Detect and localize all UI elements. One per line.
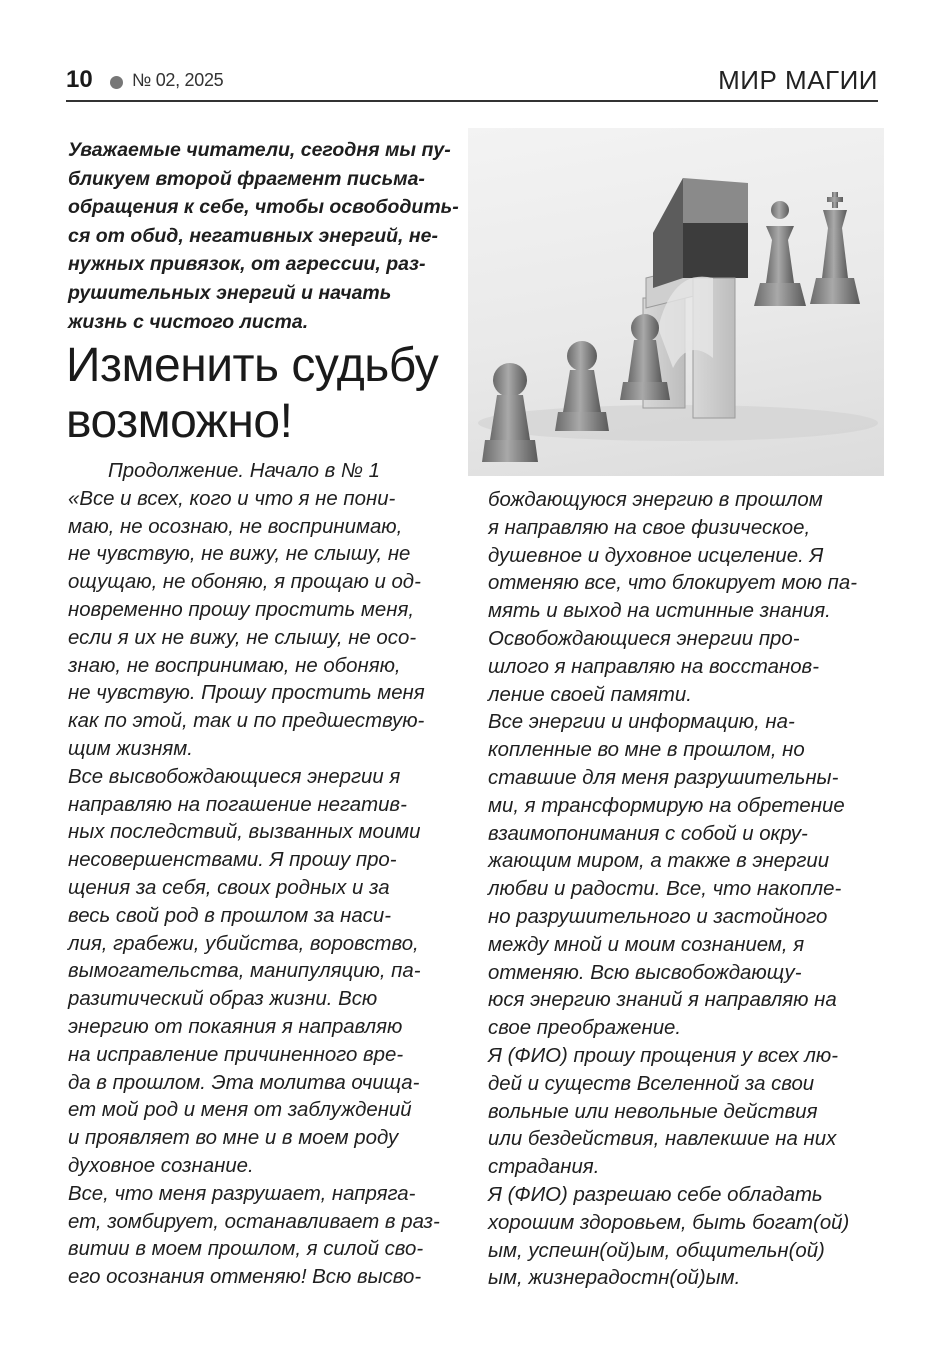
- text-line: юся энергию знаний я направляю на: [488, 989, 837, 1012]
- text-line: между мной и моим сознанием, я: [488, 933, 805, 956]
- text-line: несовершенствами. Я прошу про-: [68, 849, 397, 872]
- text-line: ет, зомбирует, останавливает в раз-: [68, 1210, 440, 1233]
- headline-line: Изменить судьбу: [66, 339, 439, 392]
- magazine-title: МИР МАГИИ: [718, 65, 878, 95]
- intro-line: жизнь с чистого листа.: [68, 310, 309, 333]
- text-line: щения за себя, своих родных и за: [68, 876, 390, 899]
- text-line: Освобождающиеся энергии про-: [488, 627, 800, 650]
- continuation-note: Продолжение. Начало в № 1: [108, 460, 380, 482]
- text-line: ных последствий, вызванных моими: [68, 821, 421, 844]
- text-line: новременно прошу простить меня,: [68, 598, 415, 621]
- text-line: маю, не осознаю, не воспринимаю,: [68, 515, 403, 538]
- chess-pieces-and-wooden-blocks-photo-icon: [468, 128, 884, 476]
- page-header: [66, 64, 878, 98]
- text-line: как по этой, так и по предшествую-: [68, 710, 425, 733]
- text-line: и проявляет во мне и в моем роду: [68, 1127, 399, 1150]
- header-rule: [66, 100, 878, 102]
- text-line: ление своей памяти.: [488, 683, 692, 706]
- text-line: весь свой род в прошлом за наси-: [68, 904, 392, 927]
- text-line: свое преображение.: [488, 1017, 682, 1040]
- text-line: копленные во мне в прошлом, но: [488, 739, 805, 762]
- text-line: энергию от покаяния я направляю: [68, 1015, 403, 1038]
- text-line: ставшие для меня разрушительны-: [488, 766, 839, 789]
- text-line: не чувствую, не вижу, не слышу, не: [68, 543, 411, 566]
- chess-pieces-photo: [468, 128, 884, 476]
- right-column: [488, 487, 880, 1293]
- intro-line: нужных привязок, от агрессии, раз-: [68, 253, 426, 276]
- intro-lead: [68, 136, 530, 336]
- text-line: ым, жизнерадостн(ой)ым.: [488, 1267, 741, 1290]
- text-line: да в прошлом. Эта молитва очища-: [68, 1071, 420, 1094]
- text-line: страдания.: [488, 1156, 600, 1179]
- intro-line: Уважаемые читатели, сегодня мы пу-: [68, 139, 451, 161]
- text-line: Все высвобождающиеся энергии я: [68, 765, 401, 788]
- intro-line: ся от обид, негативных энергий, не-: [68, 224, 439, 247]
- text-line: лия, грабежи, убийства, воровство,: [68, 932, 419, 955]
- text-line: любви и радости. Все, что накопле-: [488, 878, 842, 901]
- text-line: мять и выход на истинные знания.: [488, 600, 831, 623]
- article-headline: [66, 338, 486, 450]
- text-line: шлого я направляю на восстанов-: [488, 655, 819, 678]
- text-line: вымогательства, манипуляцию, па-: [68, 960, 421, 983]
- headline-line: возможно!: [66, 395, 293, 448]
- text-line: «Все и всех, кого и что я не пони-: [68, 487, 396, 510]
- text-line: знаю, не воспринимаю, не обоняю,: [68, 654, 401, 677]
- text-line: не чувствую. Прошу простить меня: [68, 682, 425, 705]
- text-line: разитический образ жизни. Всю: [68, 988, 378, 1011]
- text-line: отменяю все, что блокирует мою па-: [488, 572, 858, 595]
- text-line: ощущаю, не обоняю, я прощаю и од-: [68, 571, 421, 594]
- text-line: направляю на погашение негатив-: [68, 793, 407, 816]
- issue-number: № 02, 2025: [132, 70, 224, 90]
- text-line: Я (ФИО) прошу прощения у всех лю-: [488, 1044, 839, 1067]
- text-line: но разрушительного и застойного: [488, 905, 828, 928]
- text-line: хорошим здоровьем, быть богат(ой): [488, 1211, 850, 1234]
- text-line: Все энергии и информацию, на-: [488, 711, 795, 734]
- text-line: витии в моем прошлом, я силой сво-: [68, 1238, 424, 1261]
- text-line: взаимопонимания с собой и окру-: [488, 822, 808, 845]
- text-line: Все, что меня разрушает, напряга-: [68, 1182, 416, 1205]
- intro-line: обращения к себе, чтобы освободить-: [68, 196, 459, 219]
- text-line: я направляю на свое физическое,: [488, 516, 811, 539]
- left-column: [68, 458, 460, 1292]
- text-line: ым, успешн(ой)ым, общительн(ой): [488, 1239, 825, 1262]
- bullet-dot-icon: [110, 76, 123, 89]
- text-line: душевное и духовное исцеление. Я: [488, 544, 824, 567]
- text-line: щим жизням.: [68, 737, 193, 760]
- page-number: 10: [66, 66, 93, 93]
- intro-line: рушительных энергий и начать: [68, 281, 392, 304]
- intro-line: бликуем второй фрагмент письма-: [68, 167, 425, 190]
- text-line: его осознания отменяю! Всю высво-: [68, 1266, 422, 1289]
- text-line: Я (ФИО) разрешаю себе обладать: [488, 1183, 823, 1206]
- text-line: бождающуюся энергию в прошлом: [488, 489, 823, 511]
- text-line: дей и существ Вселенной за свои: [488, 1072, 815, 1095]
- text-line: ми, я трансформирую на обретение: [488, 794, 845, 817]
- text-line: отменяю. Всю высвобождающу-: [488, 961, 802, 984]
- text-line: жающим миром, а также в энергии: [488, 850, 830, 873]
- text-line: вольные или невольные действия: [488, 1100, 818, 1123]
- text-line: духовное сознание.: [68, 1154, 254, 1177]
- text-line: на исправление причиненного вре-: [68, 1043, 404, 1066]
- text-line: или бездействия, навлекшие на них: [488, 1128, 837, 1151]
- text-line: ет мой род и меня от заблуждений: [68, 1099, 412, 1122]
- text-line: если я их не вижу, не слышу, не осо-: [68, 626, 417, 649]
